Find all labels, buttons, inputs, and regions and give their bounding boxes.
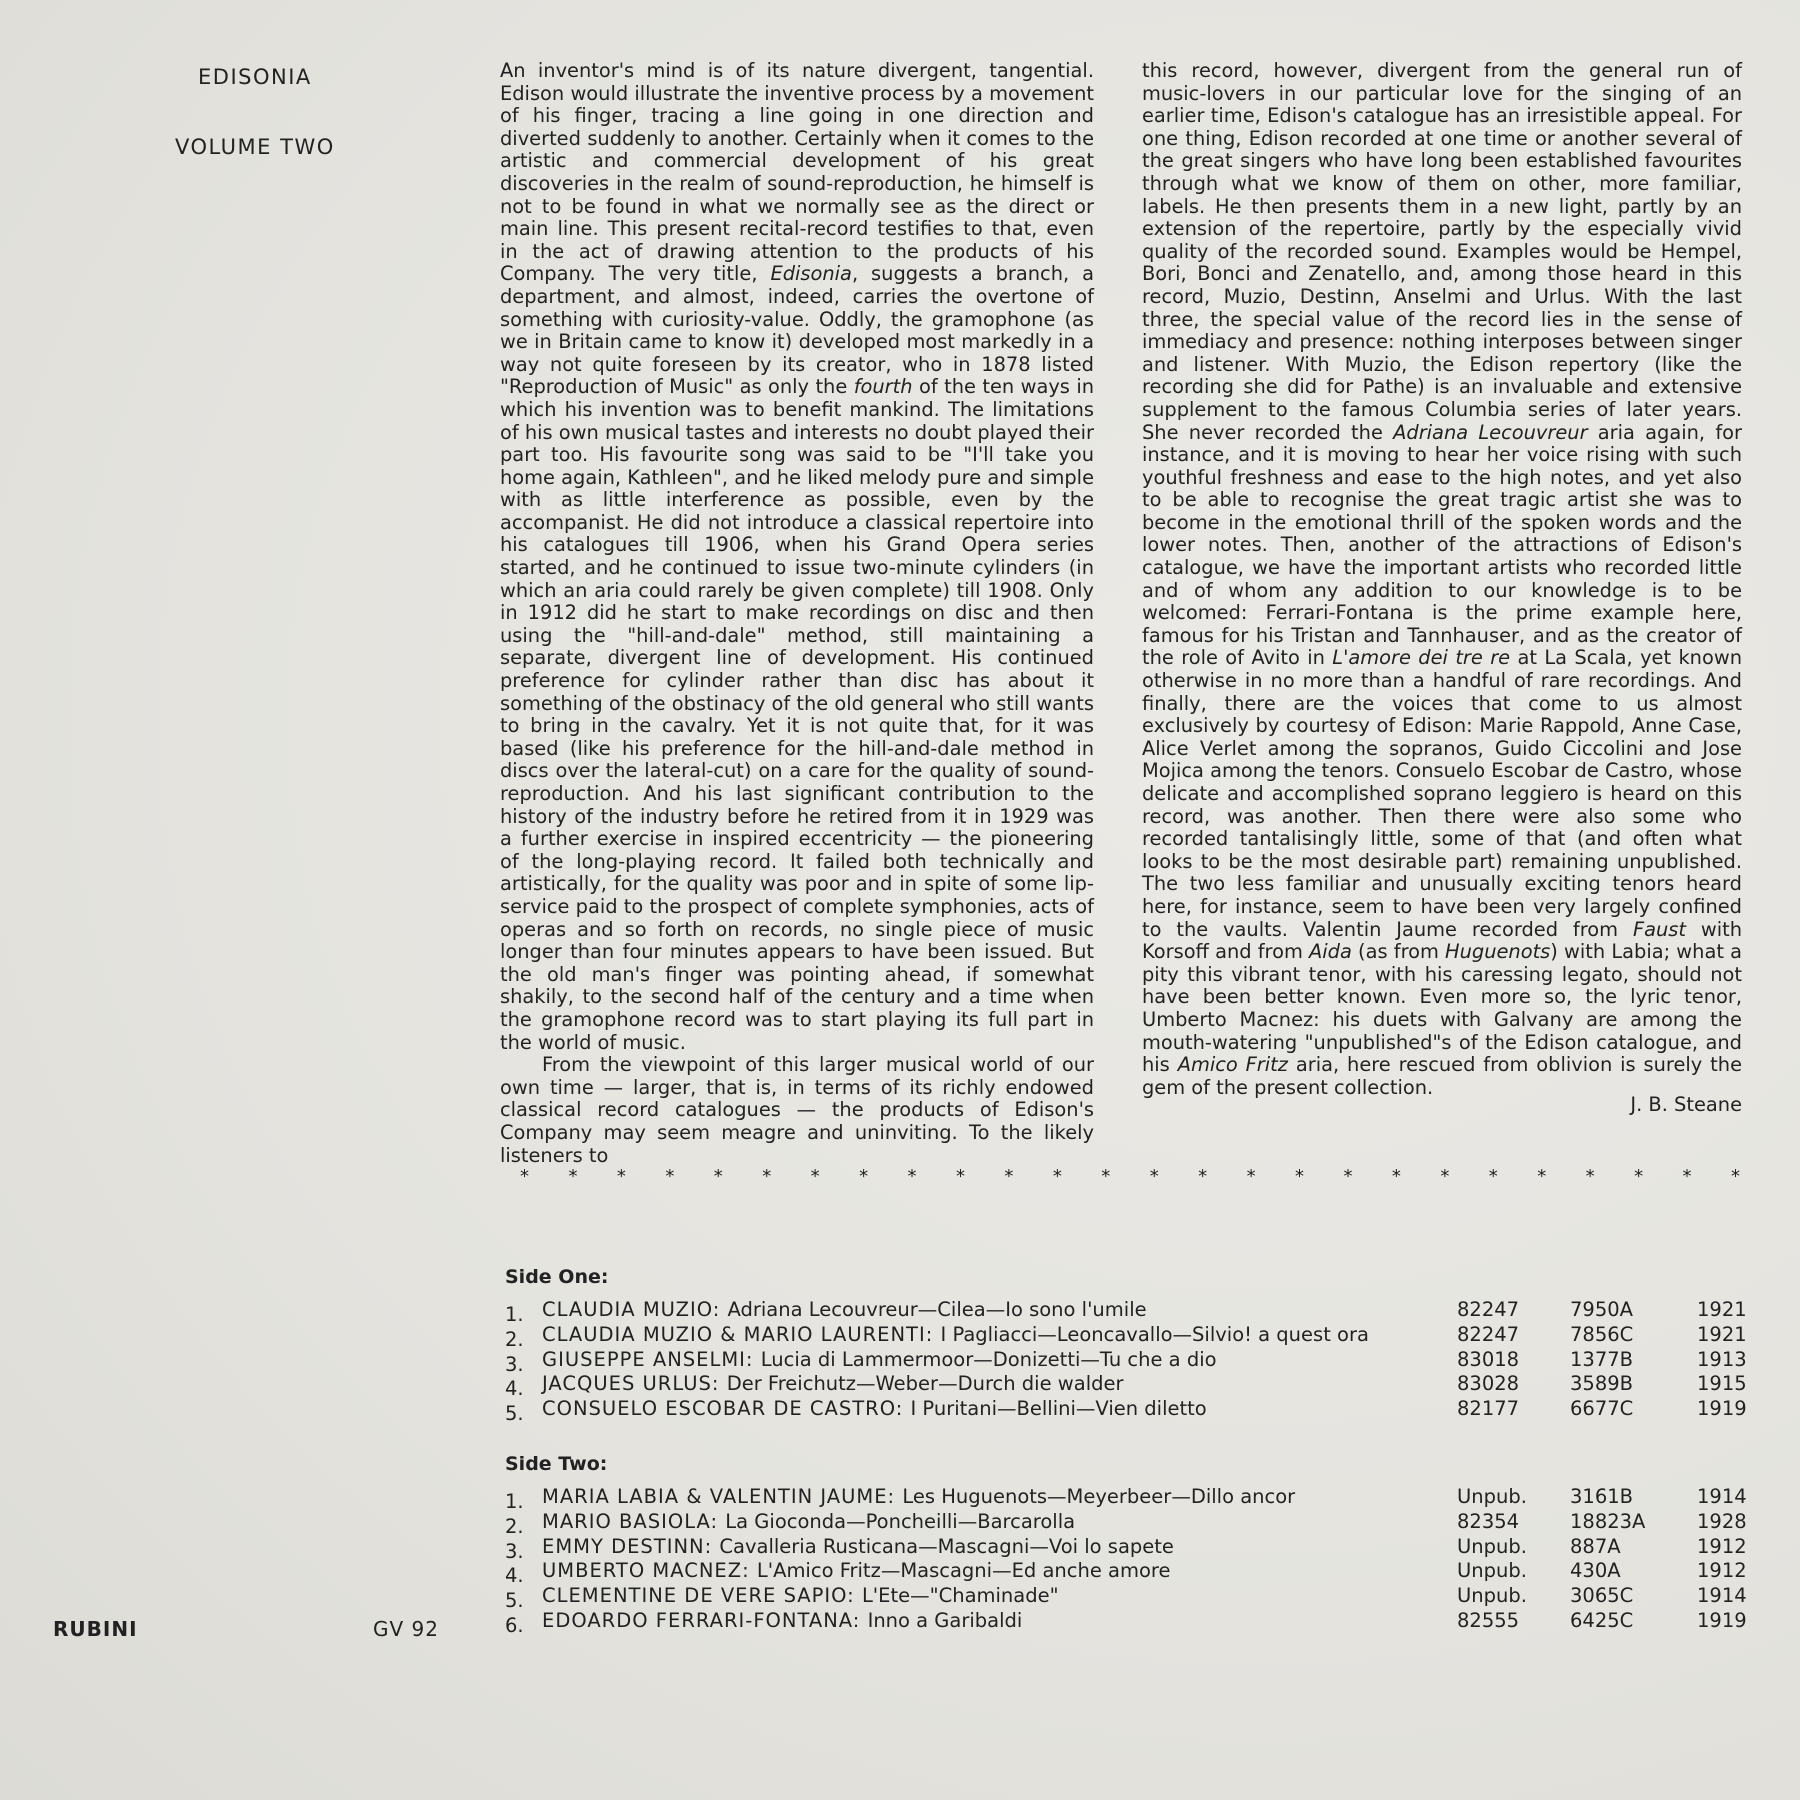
star-divider [520,1166,1740,1187]
track-matrix-number: 18823A [1570,1509,1646,1533]
track-row [505,1534,1750,1563]
track-matrix-number: 6425C [1570,1608,1634,1632]
record-label-name: RUBINI [53,1617,138,1641]
divider-star: * [1585,1166,1595,1187]
track-number: 4. [505,1377,524,1401]
catalog-number: GV 92 [373,1617,439,1641]
track-catalog-number: 82354 [1457,1509,1520,1533]
track-year: 1921 [1697,1298,1747,1321]
track-artist: CLAUDIA MUZIO: Adriana Lecouvreur—Cilea—Io sono l'umile [542,1298,1147,1321]
track-artist: EDOARDO FERRARI-FONTANA: Inno a Garibaldi [542,1608,1023,1632]
track-catalog-number: 83018 [1457,1347,1520,1371]
divider-star: * [1004,1166,1014,1187]
essay-column-1 [500,60,1094,1167]
track-number: 3. [505,1539,524,1563]
track-catalog-number: Unpub. [1457,1559,1527,1583]
track-row [505,1298,1750,1326]
divider-star: * [1343,1166,1353,1187]
track-catalog-number: 82247 [1457,1322,1520,1346]
divider-star: * [1537,1166,1547,1187]
essay-column-2 [1142,60,1742,1099]
essay-emphasis: Faust [1632,917,1686,941]
divider-star: * [1682,1166,1692,1187]
album-title: EDISONIA [198,65,312,89]
track-work: Inno a Garibaldi [867,1608,1023,1632]
side-two-tracklist [505,1485,1750,1637]
essay-paragraph-1: An inventor's mind is of its nature divergent, tangential. Edison would illustrate the inventive process by a movement of his finger, tracing a line going in one direction and diverted suddenly to another. Certainly when it comes to the artistic and commercial development of his great discoveries in the realm of sound-reproduction, he himself is not to be found in what we normally see as the direct or main line. This present recital-record testifies to that, even in the act of drawing attention to the products of his Company. The very title, Edisonia, suggests a branch, a department, and almost, indeed, carries the overtone of something with curiosity-value. Oddly, the gramophone (as we in Britain came to know it) developed most markedly in a way not quite foreseen by its creator, who in 1878 listed "Reproduction of Music" as only the fourth of the ten ways in which his invention was to benefit mankind. The limitations of his own musical tastes and interests no doubt played their part too. His favourite song was said to be "I'll take you home again, Kathleen", and he liked melody pure and simple with as little interference as possible, even by the accompanist. He did not introduce a classical repertoire into his catalogues till 1906, when his Grand Opera series started, and he continued to issue two-minute cylinders (in which an aria could rarely be given complete) till 1908. Only in 1912 did he start to make recordings on disc and then using the "hill-and-dale" method, still maintaining a separate, divergent line of development. His continued preference for cylinder rather than disc has about it something of the obstinacy of the old general who still wants to bring in the cavalry. Yet it is not quite that, for it was based (like his preference for the hill-and-dale method in discs over the lateral-cut) on a care for the quality of sound-reproduction. And his last significant contribution to the history of the industry before he retired from it in 1929 was a further exercise in inspired eccentricity — the pioneering of the long-playing record. It failed both technically and artistically, for the quality was poor and in spite of some lip-service paid to the prospect of complete symphonies, acts of operas and so forth on records, no single piece of music longer than four minutes appears to have been issued. But the old man's finger was pointing ahead, if somewhat shakily, to the second half of the century and a time when the gramophone record was to start playing its full part in the world of music. [500,59,1094,1054]
track-row [505,1608,1750,1637]
track-number: 4. [505,1564,524,1588]
track-row [505,1347,1750,1376]
track-year: 1915 [1697,1372,1747,1396]
track-matrix-number: 3065C [1570,1584,1634,1608]
track-year: 1912 [1697,1534,1747,1558]
track-row [505,1559,1750,1588]
divider-star: * [907,1166,917,1187]
essay-paragraph-2: From the viewpoint of this larger musical world of our own time — larger, that is, in terms of its richly endowed classical record catalogues — the products of Edison's Company may seem meagre and uninviting. To the likely listeners to [500,1053,1094,1167]
essay-emphasis: Amico Fritz [1177,1053,1288,1077]
track-matrix-number: 6677C [1570,1397,1634,1421]
essay-emphasis: Edisonia [770,262,852,286]
track-catalog-number: Unpub. [1457,1584,1527,1608]
track-row [505,1509,1750,1538]
side-two-heading: Side Two: [505,1453,608,1475]
divider-star: * [568,1166,578,1187]
side-one-heading: Side One: [505,1266,609,1288]
track-catalog-number: 82247 [1457,1298,1520,1321]
track-year: 1921 [1697,1322,1747,1346]
divider-star: * [1488,1166,1498,1187]
divider-star: * [1052,1166,1062,1187]
divider-star: * [616,1166,626,1187]
divider-star: * [955,1166,965,1187]
track-artist: CONSUELO ESCOBAR DE CASTRO: I Puritani—Bellini—Vien diletto [542,1397,1207,1421]
essay-emphasis: L'amore dei tre re [1332,646,1511,670]
track-artist: CLAUDIA MUZIO & MARIO LAURENTI: I Pagliacci—Leoncavallo—Silvio! a quest ora [542,1322,1369,1346]
divider-star: * [1198,1166,1208,1187]
track-work: Adriana Lecouvreur—Cilea—Io sono l'umile [727,1298,1147,1321]
essay-emphasis: fourth [853,375,913,399]
essay-paragraph-2-continued: this record, however, divergent from the general run of music-lovers in our particular love for the singing of an earlier time, Edison's catalogue has an irresistible appeal. For one thing, Edison recorded at one time or another several of the great singers who have long been established favourites through what we know of them on other, more familiar, labels. He then presents them in a new light, partly by an extension of the repertoire, partly by the especially vivid quality of the recorded sound. Examples would be Hempel, Bori, Bonci and Zenatello, and, among those heard in this record, Muzio, Destinn, Anselmi and Urlus. With the last three, the special value of the record lies in the sense of immediacy and presence: nothing interposes between singer and listener. With Muzio, the Edison repertory (like the recording she did for Pathe) is an invaluable and extensive supplement to the famous Columbia series of later years. She never recorded the Adriana Lecouvreur aria again, for instance, and it is moving to hear her voice rising with such youthful freshness and ease to the high notes, and yet also to be able to recognise the great tragic artist she was to become in the emotional thrill of the spoken words and the lower notes. Then, another of the attractions of Edison's catalogue, we have the important artists who recorded little and of whom any addition to our knowledge is to be welcomed: Ferrari-Fontana is the prime example here, famous for his Tristan and Tannhauser, and as the creator of the role of Avito in L'amore dei tre re at La Scala, yet known otherwise in no more than a handful of rare recordings. And finally, there are the voices that come to us almost exclusively by courtesy of Edison: Marie Rappold, Anne Case, Alice Verlet among the sopranos, Guido Ciccolini and Jose Mojica among the tenors. Consuelo Escobar de Castro, whose delicate and accomplished soprano leggiero is heard on this record, was another. Then there were also some who recorded tantalisingly little, some of that (and often what looks to be the most desirable part) remaining unpublished. The two less familiar and unusually exciting tenors heard here, for instance, seem to have been very largely confined to the vaults. Valentin Jaume recorded from Faust with Korsoff and from Aida (as from Huguenots) with Labia; what a pity this vibrant tenor, with his caressing legato, should not have been better known. Even more so, the lyric tenor, Umberto Macnez: his duets with Galvany are among the mouth-watering "unpublished"s of the Edison catalogue, and his Amico Fritz aria, here rescued from oblivion is surely the gem of the present collection. [1142,59,1742,1099]
track-artist: MARIO BASIOLA: La Gioconda—Poncheilli—Barcarolla [542,1509,1076,1533]
divider-star: * [665,1166,675,1187]
track-matrix-number: 430A [1570,1559,1621,1583]
track-matrix-number: 1377B [1570,1347,1634,1371]
essay-emphasis: Adriana Lecouvreur [1393,420,1588,444]
track-year: 1928 [1697,1509,1747,1533]
track-artist: JACQUES URLUS: Der Freichutz—Weber—Durch die walder [542,1372,1124,1396]
essay-emphasis: Aida [1309,940,1352,964]
track-catalog-number: Unpub. [1457,1485,1527,1508]
track-catalog-number: 83028 [1457,1372,1520,1396]
track-row [505,1322,1750,1351]
track-catalog-number: Unpub. [1457,1534,1527,1558]
track-number: 2. [505,1327,524,1351]
divider-star: * [1730,1166,1740,1187]
track-artist: CLEMENTINE DE VERE SAPIO: L'Ete—"Chaminade" [542,1584,1059,1608]
track-catalog-number: 82177 [1457,1397,1520,1421]
track-matrix-number: 7950A [1570,1298,1633,1321]
track-matrix-number: 887A [1570,1534,1621,1558]
essay-emphasis: Huguenots [1445,940,1551,964]
divider-star: * [1246,1166,1256,1187]
divider-star: * [762,1166,772,1187]
track-matrix-number: 3589B [1570,1372,1634,1396]
track-number: 1. [505,1490,524,1513]
track-number: 3. [505,1352,524,1376]
track-work: Lucia di Lammermoor—Donizetti—Tu che a dio [760,1347,1217,1371]
divider-star: * [1391,1166,1401,1187]
divider-star: * [713,1166,723,1187]
track-row [505,1372,1750,1401]
track-work: Der Freichutz—Weber—Durch die walder [726,1372,1124,1396]
track-row [505,1485,1750,1513]
track-number: 1. [505,1303,524,1326]
divider-star: * [1634,1166,1644,1187]
track-number: 5. [505,1402,524,1426]
track-number: 5. [505,1589,524,1613]
track-year: 1914 [1697,1584,1747,1608]
volume-label: VOLUME TWO [175,135,335,159]
divider-star: * [1440,1166,1450,1187]
divider-star: * [1149,1166,1159,1187]
divider-star: * [520,1166,529,1187]
track-catalog-number: 82555 [1457,1608,1520,1632]
track-year: 1919 [1697,1608,1747,1632]
divider-star: * [1295,1166,1304,1187]
divider-star: * [810,1166,820,1187]
track-row [505,1397,1750,1426]
track-work: L'Amico Fritz—Mascagni—Ed anche amore [756,1559,1171,1583]
track-work: Les Huguenots—Meyerbeer—Dillo ancor [902,1485,1296,1508]
track-number: 2. [505,1514,524,1538]
track-matrix-number: 3161B [1570,1485,1634,1508]
divider-star: * [859,1166,869,1187]
track-work: I Puritani—Bellini—Vien diletto [910,1397,1207,1421]
track-number: 6. [505,1613,524,1637]
track-work: La Gioconda—Poncheilli—Barcarolla [725,1509,1076,1533]
track-row [505,1584,1750,1613]
track-year: 1919 [1697,1397,1747,1421]
track-artist: GIUSEPPE ANSELMI: Lucia di Lammermoor—Donizetti—Tu che a dio [542,1347,1217,1371]
track-year: 1914 [1697,1485,1747,1508]
track-artist: UMBERTO MACNEZ: L'Amico Fritz—Mascagni—Ed anche amore [542,1559,1171,1583]
track-artist: EMMY DESTINN: Cavalleria Rusticana—Mascagni—Voi lo sapete [542,1534,1174,1558]
track-work: Cavalleria Rusticana—Mascagni—Voi lo sapete [719,1534,1174,1558]
divider-star: * [1101,1166,1111,1187]
track-matrix-number: 7856C [1570,1322,1634,1346]
essay-signature: J. B. Steane [1630,1093,1742,1116]
side-one-tracklist [505,1298,1750,1426]
track-work: I Pagliacci—Leoncavallo—Silvio! a quest ora [940,1322,1369,1346]
track-year: 1913 [1697,1347,1747,1371]
track-artist: MARIA LABIA & VALENTIN JAUME: Les Huguenots—Meyerbeer—Dillo ancor [542,1485,1296,1508]
track-work: L'Ete—"Chaminade" [861,1584,1059,1608]
track-year: 1912 [1697,1559,1747,1583]
